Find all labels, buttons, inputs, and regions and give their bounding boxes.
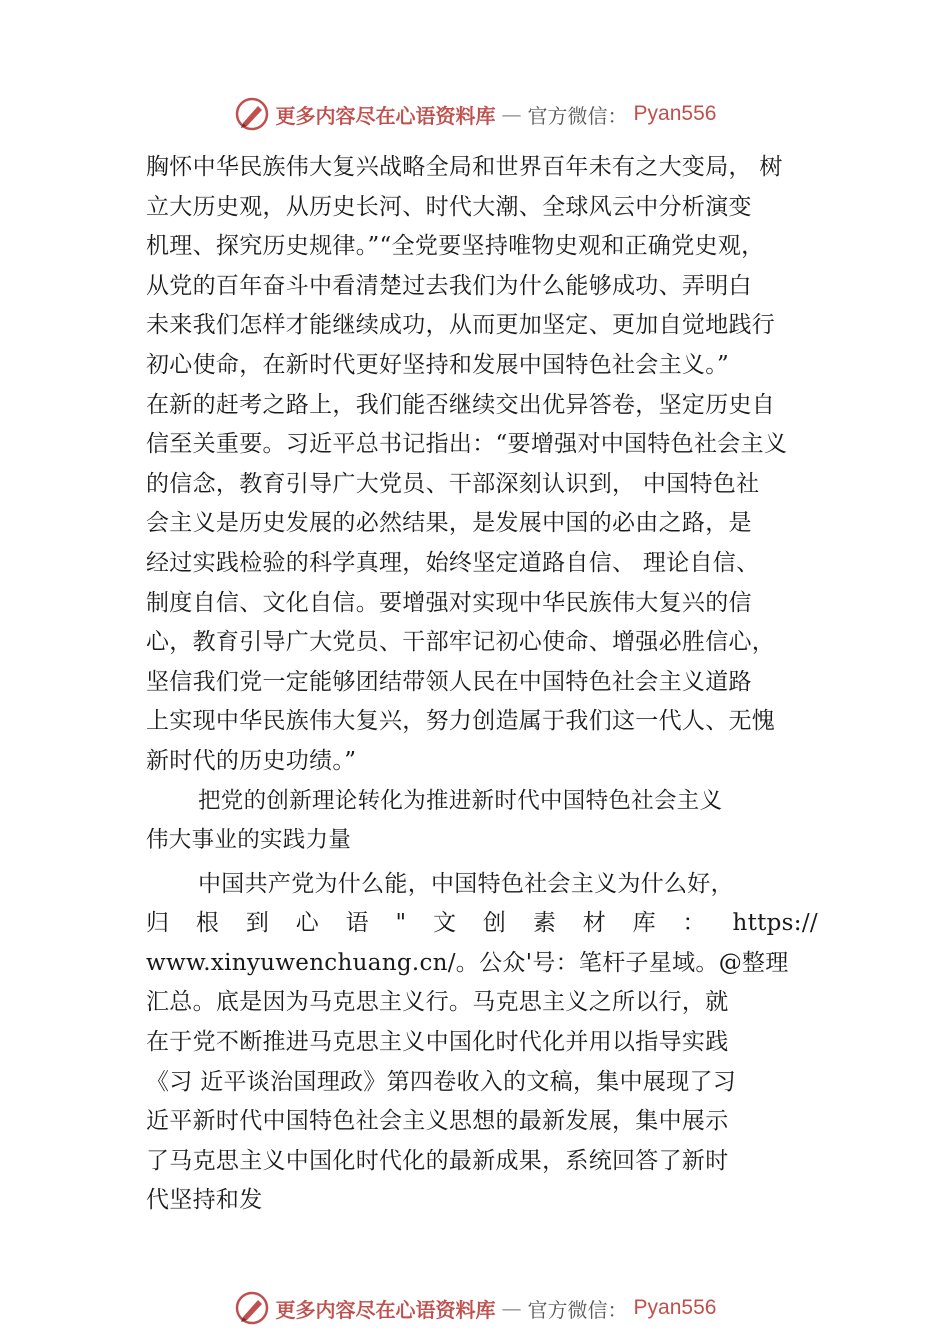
text-line: 未来我们怎样才能继续成功，从而更加坚定、更加自觉地践行: [146, 312, 776, 339]
spread-char: 心: [295, 910, 320, 937]
text-line: 立大历史观，从历史长河、时代大潮、全球风云中分析演变: [146, 193, 752, 220]
spread-char: ：: [682, 910, 706, 937]
spread-char: 到: [245, 910, 270, 937]
wechat-id: Pyan556: [633, 102, 717, 125]
wechat-label: 官方微信：: [527, 103, 628, 128]
text-line: 胸怀中华民族伟大复兴战略全局和世界百年未有之大变局， 树: [146, 154, 783, 180]
text-line: 新时代的历史功绩。”: [146, 747, 357, 774]
text-line: 信至关重要。习近平总书记指出：“要增强对中国特色社会主义: [146, 431, 788, 458]
spread-char: 归: [146, 910, 170, 937]
brand-name: 更多内容尽在心语资料库: [275, 1297, 496, 1322]
spread-text-line: [146, 904, 818, 944]
spread-char: 语: [345, 910, 369, 937]
pen-logo-icon: [234, 96, 270, 132]
banner-separator: —: [501, 1296, 522, 1320]
text-line: 汇总。底是因为马克思主义行。马克思主义之所以行，就: [146, 989, 729, 1016]
text-line: 了马克思主义中国化时代化的最新成果，系统回答了新时: [146, 1147, 729, 1174]
text-line: 《习 近平谈治国理政》第四卷收入的文稿，集中展现了习: [146, 1068, 737, 1095]
spread-char: 素: [532, 910, 557, 937]
wechat-label: 官方微信：: [527, 1297, 628, 1322]
pen-logo-icon: [234, 1290, 270, 1326]
spread-char: 库: [632, 910, 656, 937]
spread-char: 创: [482, 910, 507, 937]
text-line: 上实现中华民族伟大复兴，努力创造属于我们这一代人、无愧: [146, 708, 776, 735]
text-line: 制度自信、文化自信。要增强对实现中华民族伟大复兴的信: [146, 589, 752, 616]
section-heading-line-1: 把党的创新理论转化为推进新时代中国特色社会主义: [198, 787, 723, 814]
text-line: 的信念，教育引导广大党员、干部深刻认识到， 中国特色社: [146, 470, 760, 497]
text-line: 近平新时代中国特色社会主义思想的最新发展，集中展示: [146, 1108, 729, 1135]
spread-char: 材: [582, 910, 607, 937]
text-line: 初心使命，在新时代更好坚持和发展中国特色社会主义。”: [146, 351, 730, 378]
text-line: 心，教育引导广大党员、干部牢记初心使命、增强必胜信心，: [146, 629, 776, 656]
document-body: [146, 148, 818, 1221]
text-line: 在新的赶考之路上，我们能否继续交出优异答卷，坚定历史自: [146, 391, 776, 418]
text-line: 经过实践检验的科学真理，始终坚定道路自信、 理论自信、: [146, 549, 760, 576]
brand-name: 更多内容尽在心语资料库: [275, 103, 496, 128]
spread-char: https://: [732, 910, 818, 937]
wechat-id: Pyan556: [633, 1296, 717, 1319]
text-line: 在于党不断推进马克思主义中国化时代化并用以指导实践: [146, 1029, 729, 1056]
footer-watermark-banner: [0, 1288, 950, 1328]
text-line: 坚信我们党一定能够团结带领人民在中国特色社会主义道路: [146, 668, 752, 695]
paragraph-first-line: 中国共产党为什么能，中国特色社会主义为什么好，: [198, 870, 734, 897]
text-line: 从党的百年奋斗中看清楚过去我们为什么能够成功、弄明白: [146, 272, 752, 299]
spread-char: ": [395, 910, 407, 937]
section-heading-line-2: 伟大事业的实践力量: [146, 827, 352, 854]
banner-separator: —: [501, 102, 522, 126]
text-line: 代坚持和发: [146, 1187, 263, 1214]
spread-char: 文: [433, 910, 457, 937]
text-line: www.xinyuwenchuang.cn/。公众'号：笔杆子星域。@整理: [146, 949, 789, 976]
spread-char: 根: [195, 910, 220, 937]
header-watermark-banner: [0, 94, 950, 134]
text-line: 机理、探究历史规律。”“全党要坚持唯物史观和正确党史观，: [146, 233, 765, 260]
text-line: 会主义是历史发展的必然结果，是发展中国的必由之路，是: [146, 510, 752, 537]
